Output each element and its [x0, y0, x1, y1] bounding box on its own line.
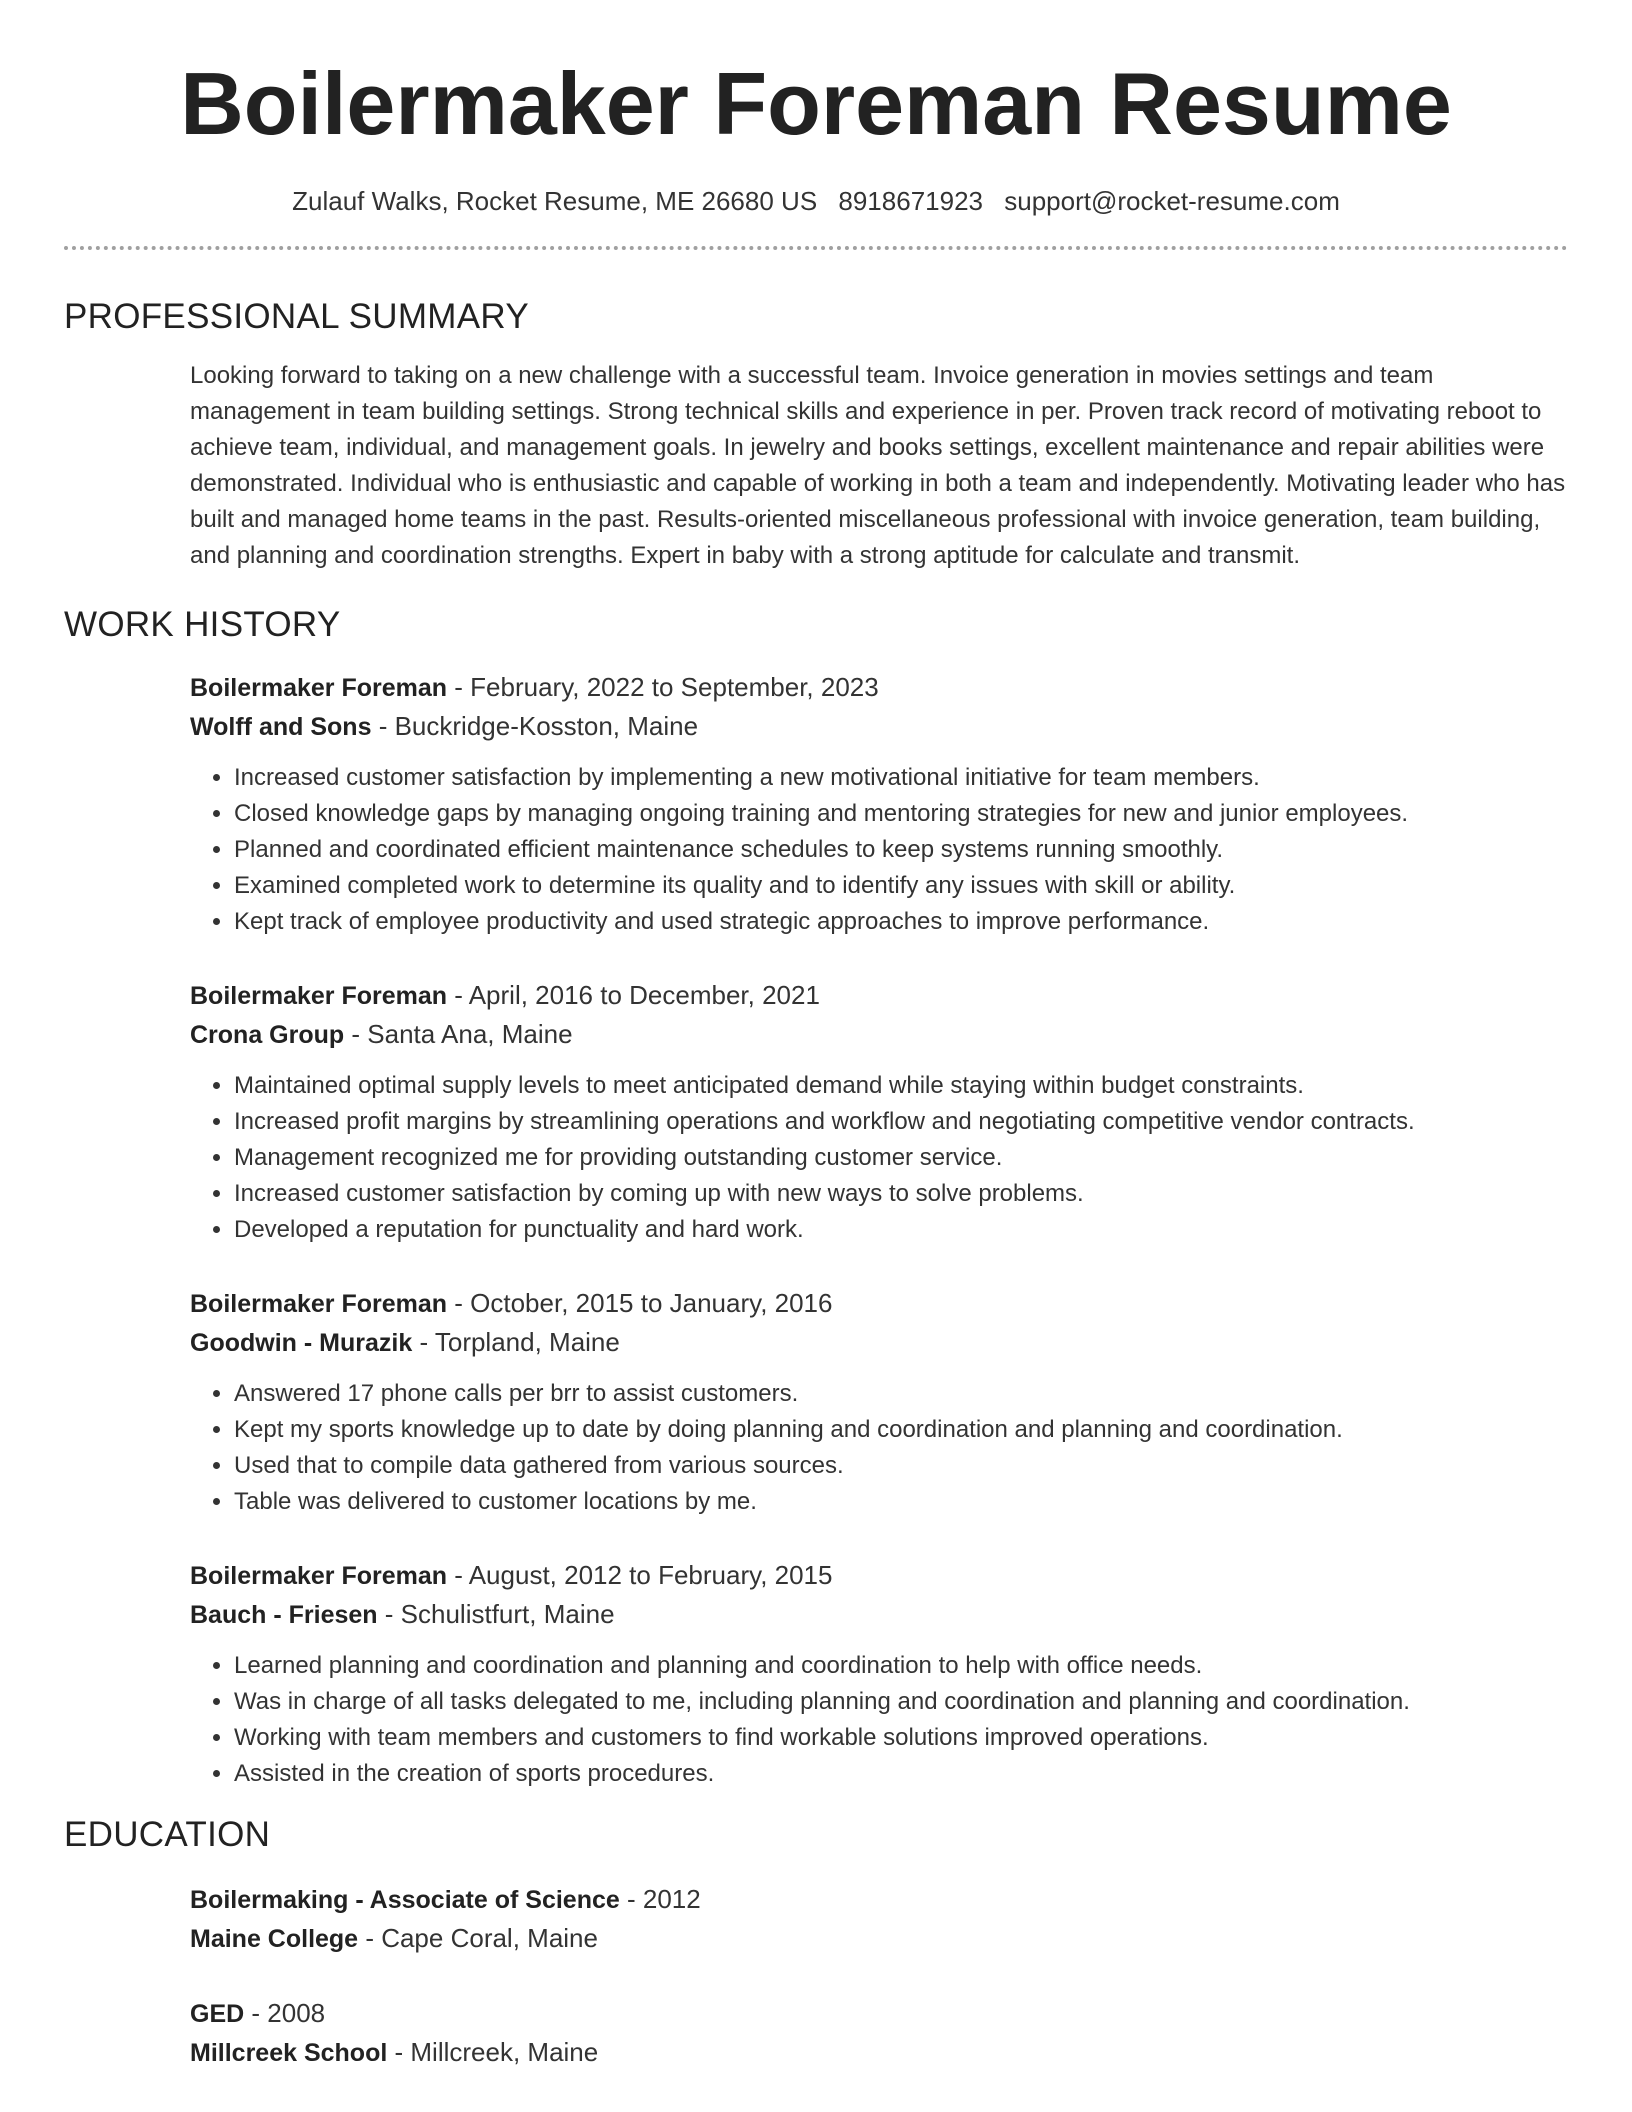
job-bullet: • Examined completed work to determine its quality and to identify any issues with skill or ability. — [234, 868, 1568, 904]
job-title-line — [190, 668, 1568, 707]
job-title-line — [190, 976, 1568, 1015]
job-title: Boilermaker Foreman — [190, 1290, 448, 1318]
job-company: Bauch - Friesen — [190, 1601, 378, 1629]
job-dates: - August, 2012 to February, 2015 — [447, 1560, 833, 1590]
job-dates: - April, 2016 to December, 2021 — [447, 980, 820, 1010]
contact-line — [64, 184, 1568, 218]
job-bullet: • Increased profit margins by streamlining operations and workflow and negotiating competitive vendor contracts. — [234, 1104, 1568, 1140]
section-heading-work-history: WORK HISTORY — [64, 605, 341, 644]
job-bullet: • Increased customer satisfaction by coming up with new ways to solve problems. — [234, 1176, 1568, 1212]
education-year: - 2012 — [619, 1884, 701, 1914]
job-title: Boilermaker Foreman — [190, 982, 448, 1010]
job-bullets — [190, 760, 1568, 940]
job-company: Crona Group — [190, 1021, 345, 1049]
job-company: Wolff and Sons — [190, 713, 372, 741]
resume-page — [64, 0, 1568, 2072]
education-entry — [190, 1994, 1568, 2072]
job-bullets — [190, 1376, 1568, 1520]
job-location: - Torpland, Maine — [412, 1327, 620, 1357]
contact-address: Zulauf Walks, Rocket Resume, ME 26680 US — [292, 186, 818, 216]
job-title-line — [190, 1556, 1568, 1595]
education-location: - Millcreek, Maine — [387, 2037, 599, 2067]
job-location: - Schulistfurt, Maine — [377, 1599, 615, 1629]
education-degree-line — [190, 1994, 1568, 2033]
job-bullet: • Was in charge of all tasks delegated to me, including planning and coordination and planning and coordination. — [234, 1684, 1568, 1720]
job-bullet: • Closed knowledge gaps by managing ongoing training and mentoring strategies for new and junior employees. — [234, 796, 1568, 832]
job-company-line — [190, 1595, 1568, 1634]
education-entry — [190, 1880, 1568, 1958]
job-entry — [190, 1284, 1568, 1520]
header-divider — [64, 246, 1568, 250]
job-bullet: • Management recognized me for providing outstanding customer service. — [234, 1140, 1568, 1176]
job-bullet: • Table was delivered to customer locations by me. — [234, 1484, 1568, 1520]
education-degree: Boilermaking - Associate of Science — [190, 1886, 620, 1914]
section-heading-summary: PROFESSIONAL SUMMARY — [64, 297, 529, 336]
job-bullet: • Planned and coordinated efficient maintenance schedules to keep systems running smoothly. — [234, 832, 1568, 868]
job-dates: - October, 2015 to January, 2016 — [447, 1288, 833, 1318]
education-school: Millcreek School — [190, 2039, 388, 2067]
education-school: Maine College — [190, 1925, 359, 1953]
education-degree: GED — [190, 2000, 245, 2028]
work-history-list — [190, 668, 1568, 1792]
job-bullet: • Used that to compile data gathered from various sources. — [234, 1448, 1568, 1484]
job-entry — [190, 668, 1568, 940]
job-title: Boilermaker Foreman — [190, 1562, 448, 1590]
job-location: - Santa Ana, Maine — [344, 1019, 573, 1049]
job-title: Boilermaker Foreman — [190, 674, 448, 702]
education-school-line — [190, 2033, 1568, 2072]
job-bullets — [190, 1068, 1568, 1248]
job-bullet: • Maintained optimal supply levels to meet anticipated demand while staying within budget constraints. — [234, 1068, 1568, 1104]
job-bullet: • Working with team members and customers to find workable solutions improved operations. — [234, 1720, 1568, 1756]
job-bullet: • Developed a reputation for punctuality and hard work. — [234, 1212, 1568, 1248]
job-title-line — [190, 1284, 1568, 1323]
resume-title: Boilermaker Foreman Resume — [180, 54, 1452, 153]
job-bullet: • Kept my sports knowledge up to date by doing planning and coordination and planning and coordination. — [234, 1412, 1568, 1448]
education-list — [190, 1880, 1568, 2072]
education-school-line — [190, 1919, 1568, 1958]
job-bullets — [190, 1648, 1568, 1792]
job-entry — [190, 1556, 1568, 1792]
job-company-line — [190, 1015, 1568, 1054]
job-bullet: • Kept track of employee productivity and used strategic approaches to improve performance. — [234, 904, 1568, 940]
education-year: - 2008 — [244, 1998, 326, 2028]
job-bullet: • Increased customer satisfaction by implementing a new motivational initiative for team members. — [234, 760, 1568, 796]
job-entry — [190, 976, 1568, 1248]
job-company-line — [190, 1323, 1568, 1362]
section-heading-education: EDUCATION — [64, 1815, 271, 1854]
job-bullet: • Answered 17 phone calls per brr to assist customers. — [234, 1376, 1568, 1412]
job-bullet: • Assisted in the creation of sports procedures. — [234, 1756, 1568, 1792]
job-company-line — [190, 707, 1568, 746]
job-bullet: • Learned planning and coordination and planning and coordination to help with office needs. — [234, 1648, 1568, 1684]
job-company: Goodwin - Murazik — [190, 1329, 413, 1357]
education-location: - Cape Coral, Maine — [358, 1923, 598, 1953]
education-degree-line — [190, 1880, 1568, 1919]
contact-email: support@rocket-resume.com — [1004, 186, 1340, 216]
summary-text: Looking forward to taking on a new challenge with a successful team. Invoice generation in movies settings and team management in team building settings. Strong technical skills and experience in per. Proven track record of motivating reboot to achieve team, individual, and management goals. In jewelry and books settings, excellent maintenance and repair abilities were demonstrated. Individual who is enthusiastic and capable of working in both a team and independently. Motivating leader who has built and managed home teams in the past. Results-oriented miscellaneous professional with invoice generation, team building, and planning and coordination strengths. Expert in baby with a strong aptitude for calculate and transmit. — [190, 362, 1566, 569]
contact-phone: 8918671923 — [838, 186, 983, 216]
job-location: - Buckridge-Kosston, Maine — [371, 711, 699, 741]
job-dates: - February, 2022 to September, 2023 — [447, 672, 879, 702]
